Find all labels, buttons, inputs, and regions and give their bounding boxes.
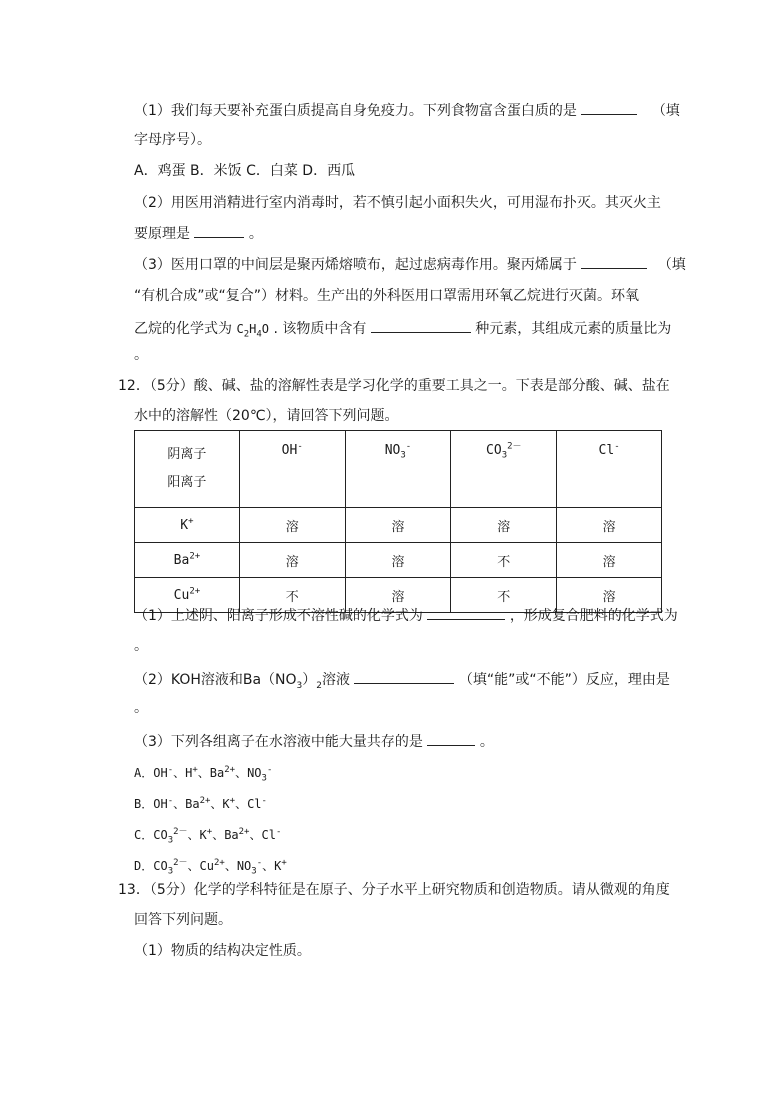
table-cell: 溶 [239,508,345,543]
q12-heading-cont: 水中的溶解性（20℃），请回答下列问题。 [134,408,399,424]
q11-part3-line1 [134,254,686,275]
table-cell: 溶 [451,508,557,543]
q11-part3-line4 [134,345,148,365]
q11-part3-end: 。 [134,347,148,363]
q12-part2-text-cont: （填“能”或“不能”）反应，理由是 [458,672,670,688]
table-cell: 溶 [557,578,662,613]
answer-blank[interactable] [427,731,475,746]
table-cell: 溶 [345,543,451,578]
cation-ba: $Ba^{2+}$ [135,543,240,578]
q12-part3-end: 。 [479,734,494,750]
q11-part3-text-cont: “有机合成”或“复合”）材料。生产出的外科医用口罩需用环氧乙烷进行灭菌。环氧 [134,288,640,304]
q12-part2-end: 。 [134,700,148,716]
q11-part1-text-cont: 字母序号）。 [134,132,211,148]
cation-label: 阳离子 [167,475,207,490]
table-cell: 不 [239,578,345,613]
solubility-table [134,430,662,613]
table-cell: 不 [451,578,557,613]
q11-part2-line1 [134,193,661,213]
cation-k: K+ [135,508,240,543]
table-cell: 溶 [345,578,451,613]
q11-part2-end: 。 [248,226,263,242]
q12-heading-line2 [134,406,399,426]
q11-part2-line2 [134,223,263,244]
q13-heading: 13．（5分）化学的学科特征是在原子、分子水平上研究物质和创造物质。请从微观的角度 [118,882,670,898]
q12-part1-text-cont: ，形成复合肥料的化学式为 [509,608,678,624]
table-cell: 溶 [557,543,662,578]
q12-part3-text: （3）下列各组离子在水溶液中能大量共存的是 [134,734,423,750]
q11-part1-text: （1）我们每天要补充蛋白质提高自身免疫力。下列食物富含蛋白质的是 [134,103,577,119]
answer-blank[interactable] [427,605,505,620]
corner-cell [135,431,240,508]
table-cell: 溶 [345,508,451,543]
q11-part2-text: （2）用医用消精进行室内消毒时，若不慎引起小面积失火，可用湿布扑灭。其灭火主 [134,195,661,211]
q12-option-d: D．$CO_3^{2-}$、$Cu^{2+}$、$NO_3^-$、K+ [134,858,287,877]
q12-heading-line1 [118,376,670,396]
q12-heading: 12．（5分）酸、碱、盐的溶解性表是学习化学的重要工具之一。下表是部分酸、碱、盐在 [118,378,670,394]
answer-blank[interactable] [581,254,647,269]
q11-part3-fill-hint: （填 [657,257,686,273]
table-row [135,543,662,578]
anion-label: 阴离子 [167,447,207,462]
answer-blank[interactable] [581,100,637,115]
anion-header-oh: OH- [239,431,345,508]
q12-part1-end: 。 [134,638,148,654]
table-row [135,508,662,543]
q11-part3-line3 [134,318,671,339]
table-cell: 不 [451,543,557,578]
q11-part1-line2 [134,130,211,150]
q12-option-b: B．OH-、$Ba^{2+}$、K+、Cl- [134,796,267,811]
ethylene-oxide-formula: $C_2H_4O$ [236,322,269,340]
q12-part1-line2 [134,636,148,656]
q11-part1-fill-hint: （填 [651,103,680,119]
q12-part3-line1 [134,731,494,752]
q12-part2-line1: （2）KOH溶液和$Ba(NO_3)_2$溶液 （填“能”或“不能”）反应，理由是 [134,669,670,690]
answer-blank[interactable] [371,318,471,333]
anion-header-cl: Cl- [557,431,662,508]
answer-blank[interactable] [194,223,244,238]
q11-part3-line2 [134,286,639,306]
q11-part1-line1 [134,100,680,121]
q12-option-c: C．$CO_3^{2-}$、K+、$Ba^{2+}$、Cl- [134,827,282,846]
q12-part1-text: （1）上述阴、阳离子形成不溶性碱的化学式为 [134,608,423,624]
table-header-row [135,431,662,508]
table-cell: 溶 [239,543,345,578]
anion-header-co3: $CO_3^{2-}$ [451,431,557,508]
q12-part1-line1 [134,605,678,626]
q12-option-a: A．OH-、H+、$Ba^{2+}$、$NO_3^-$ [134,765,273,784]
q13-part1 [134,941,311,961]
q11-part3-text-formula-intro: 乙烷的化学式为 [134,321,232,337]
anion-header-no3: $NO_3^-$ [345,431,451,508]
q11-part3-text: （3）医用口罩的中间层是聚丙烯熔喷布，起过虑病毒作用。聚丙烯属于 [134,257,577,273]
q11-part3-text-ratio: 种元素，其组成元素的质量比为 [475,321,672,337]
q13-heading-line2 [134,910,232,930]
q13-heading-cont: 回答下列问题。 [134,912,232,928]
q11-options [134,161,355,181]
q12-part2-line2 [134,698,148,718]
answer-blank[interactable] [354,669,454,684]
cation-cu: $Cu^{2+}$ [135,578,240,613]
table-cell: 溶 [557,508,662,543]
q11-part3-text-elements: . 该物质中含有 [273,321,367,337]
q11-options-text: A．鸡蛋 B．米饭 C．白菜 D．西瓜 [134,163,356,179]
q13-heading-line1 [118,880,670,900]
q12-part2-text: （2）KOH溶液和Ba（NO [134,672,297,688]
q11-part2-text-cont: 要原理是 [134,226,190,242]
q13-part1-text: （1）物质的结构决定性质。 [134,943,311,959]
